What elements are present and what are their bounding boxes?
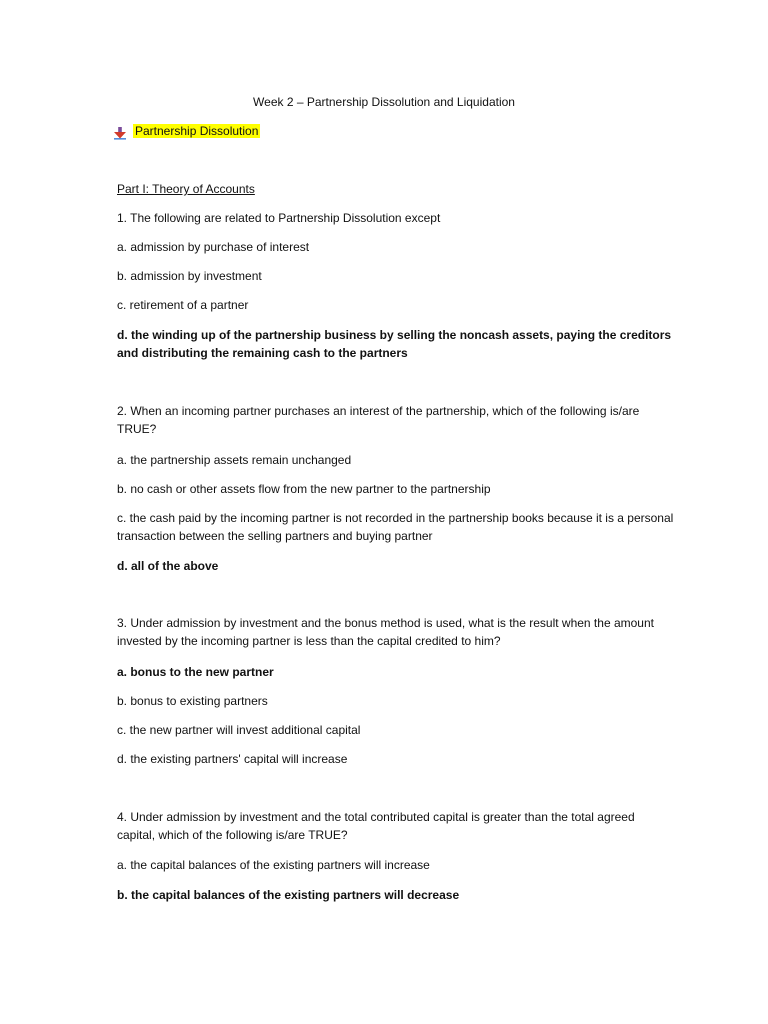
q3-choice-c: c. the new partner will invest additional capital: [117, 723, 361, 737]
q3-choice-a-answer: a. bonus to the new partner: [117, 665, 274, 679]
q1-choice-c: c. retirement of a partner: [117, 298, 249, 312]
q2-choice-c: c. the cash paid by the incoming partner is not recorded in the partnership books because it is a personal transaction between the selling partners and buying partner: [117, 511, 674, 543]
q3-choice-d: d. the existing partners' capital will increase: [117, 752, 348, 766]
q3-choice-b: b. bonus to existing partners: [117, 694, 268, 708]
arrow-bullet-icon: [113, 126, 127, 140]
q1-choice-d-answer: d. the winding up of the partnership business by selling the noncash assets, paying the creditors and distributing the remaining cash to the partners: [117, 328, 672, 360]
page-title: Week 2 – Partnership Dissolution and Liquidation: [253, 95, 515, 109]
section-heading: Partnership Dissolution: [135, 124, 259, 138]
q1-choice-b: b. admission by investment: [117, 269, 262, 283]
q4-choice-a: a. the capital balances of the existing partners will increase: [117, 858, 430, 872]
question-2: 2. When an incoming partner purchases an interest of the partnership, which of the following is/are TRUE?: [117, 404, 640, 436]
q2-choice-d-answer: d. all of the above: [117, 559, 219, 573]
question-1: 1. The following are related to Partnership Dissolution except: [117, 211, 441, 225]
q1-choice-a: a. admission by purchase of interest: [117, 240, 310, 254]
question-4: 4. Under admission by investment and the total contributed capital is greater than the total agreed capital, which of the following is/are TRUE?: [117, 810, 635, 842]
q2-choice-a: a. the partnership assets remain unchanged: [117, 453, 352, 467]
question-3: 3. Under admission by investment and the bonus method is used, what is the result when the amount invested by the incoming partner is less than the capital credited to him?: [117, 616, 654, 648]
part-heading: Part I: Theory of Accounts: [117, 182, 255, 196]
q2-choice-b: b. no cash or other assets flow from the new partner to the partnership: [117, 482, 491, 496]
q4-choice-b-answer: b. the capital balances of the existing partners will decrease: [117, 888, 460, 902]
